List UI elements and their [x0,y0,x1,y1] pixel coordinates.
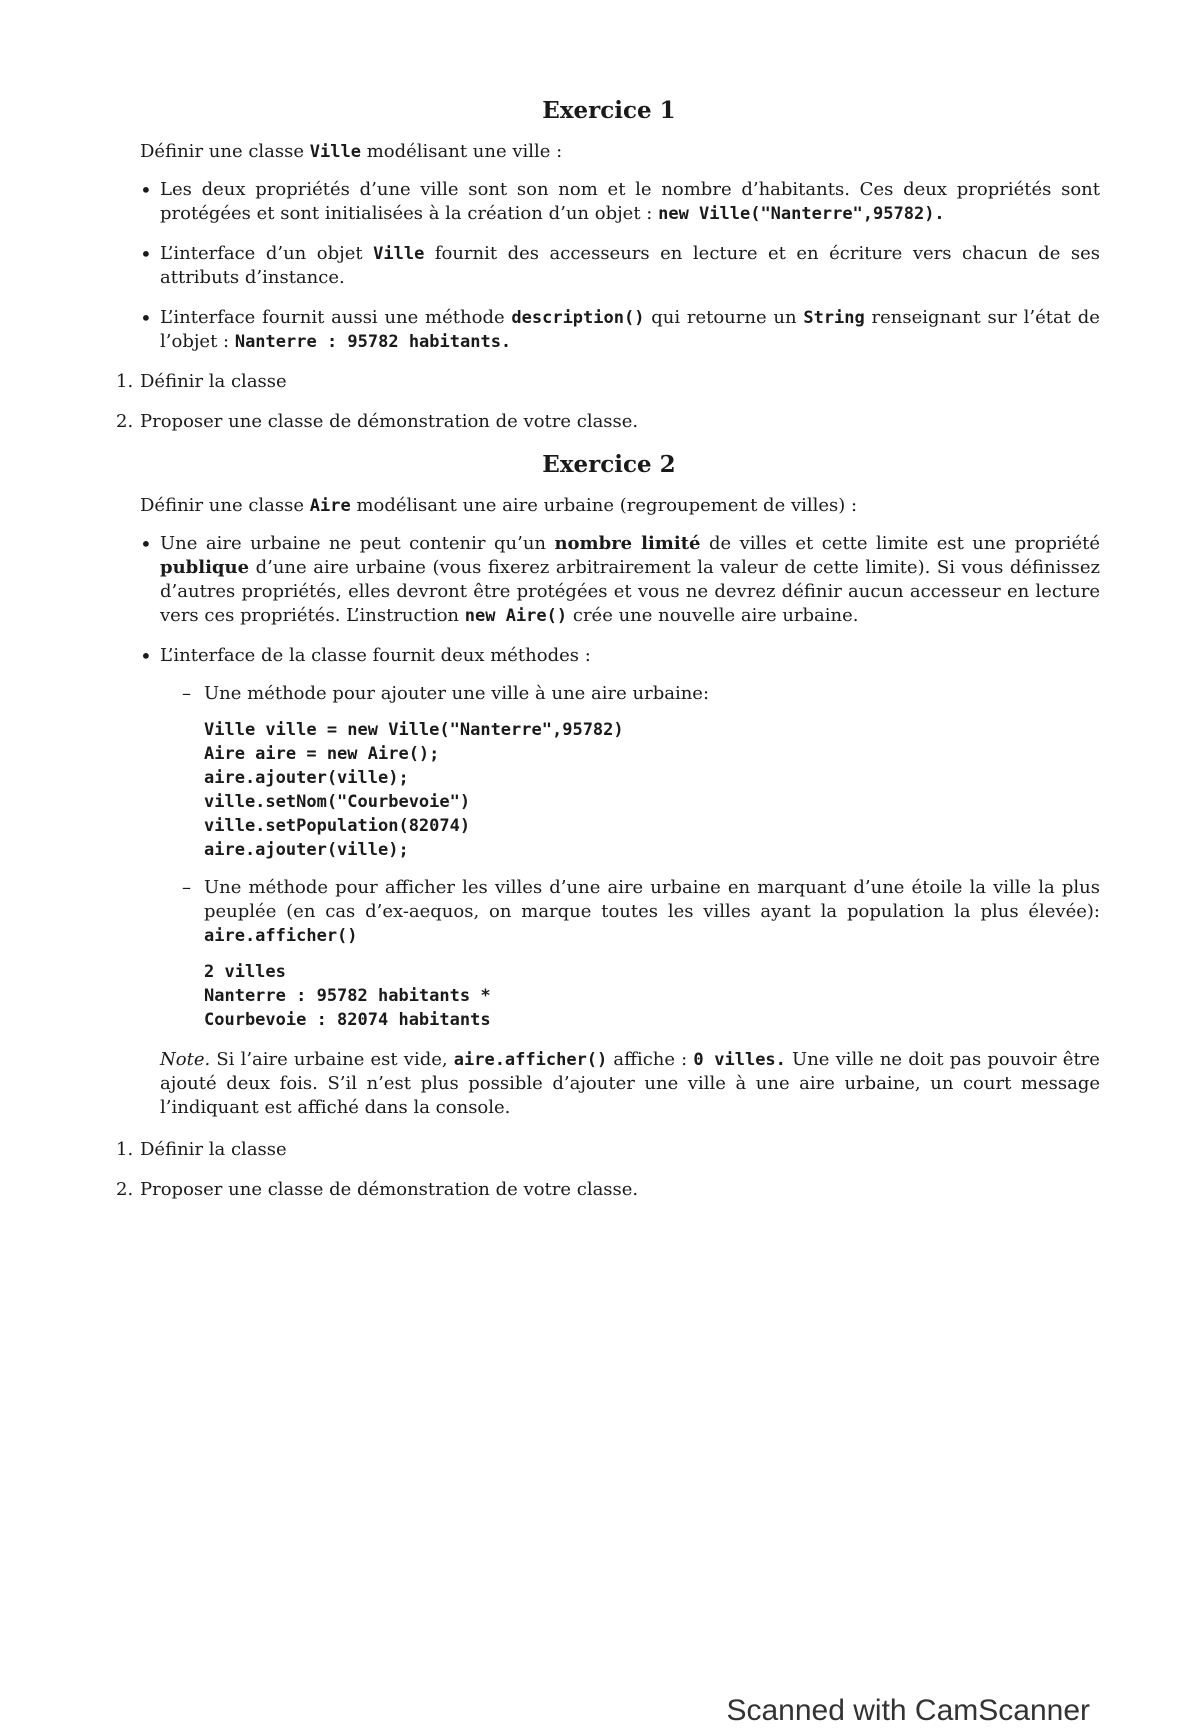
code-line: 2 villes [204,962,286,982]
question-item [118,1138,1100,1162]
bullet-text: L’interface de la classe fournit deux méthodes : [160,645,591,666]
exercise-2-section [118,450,1100,1202]
exercise-1-title: Exercice 1 [542,97,676,124]
code-line: ville.setNom("Courbevoie") [204,792,471,812]
method-item [182,876,1100,1032]
intro-text-end: modélisant une aire urbaine (regroupement de villes) : [356,495,858,516]
question-item [118,410,1100,434]
note-label: Note. [160,1049,211,1070]
bullet-text-mid: qui retourne un [651,307,797,328]
question-number: 2. [116,1179,134,1200]
bullet-item [140,306,1100,354]
class-name-code: Aire [309,496,351,516]
question-number: 1. [116,371,134,392]
exercise-2-bullets [118,532,1100,1032]
bullet-code: new Ville("Nanterre",95782). [658,204,945,224]
bullet-code: Ville [373,244,425,264]
bullet-text: Les deux propriétés d’une ville sont son nom et le nombre d’habitants. Ces deux propriétés sont protégées et sont initialisées à la création d’un objet : [160,179,1100,224]
question-text: Définir la classe [140,371,287,392]
code-line: Aire aire = new Aire(); [204,744,440,764]
bullet-code: String [803,308,865,328]
code-block-afficher [204,960,1100,1032]
bullet-item [140,532,1100,628]
code-block-ajouter [204,718,1100,862]
code-line: ville.setPopulation(82074) [204,816,471,836]
bullet-code: Nanterre : 95782 habitants. [234,332,512,352]
bullet-text-mid: de villes et cette limite est une propriété [708,533,1100,554]
method-text: Une méthode pour afficher les villes d’une aire urbaine en marquant d’une étoile la ville la plus peuplée (en cas d’ex-aequos, on marque toutes les villes ayant la population la plus élevée): [204,877,1100,922]
bullet-bold: publique [160,557,250,578]
note-text-end: Une ville ne doit pas pouvoir être ajouté deux fois. S’il n’est plus possible d’ajouter une ville à une aire urbaine, un court message l’indiquant est affiché dans la console. [160,1049,1100,1118]
class-name-code: Ville [309,142,361,162]
note-code: aire.afficher() [453,1050,608,1070]
document-content [118,96,1100,1218]
bullet-code: description() [511,308,645,328]
code-line: aire.ajouter(ville); [204,840,409,860]
bullet-text: Une aire urbaine ne peut contenir qu’un [160,533,546,554]
bullet-text-end: renseignant sur l’état de l’objet : [160,307,1100,352]
note-text-mid: affiche : [613,1049,688,1070]
bullet-text: L’interface d’un objet [160,243,363,264]
note-text: Si l’aire urbaine est vide, [216,1049,448,1070]
method-code: aire.afficher() [204,926,358,946]
method-text: Une méthode pour ajouter une ville à une aire urbaine: [204,683,710,704]
question-number: 2. [116,411,134,432]
bullet-text-tail: crée une nouvelle aire urbaine. [572,605,859,626]
question-text: Définir la classe [140,1139,287,1160]
intro-text: Définir une classe [140,141,305,162]
exercise-1-questions [118,370,1100,434]
note-code: 0 villes. [693,1050,786,1070]
question-item [118,370,1100,394]
bullet-text-end: d’une aire urbaine (vous fixerez arbitrairement la valeur de cette limite). Si vous définissez d’autres propriétés, elles devront être protégées et vous ne devrez définir aucun accesseur en lecture vers ces propriétés. L’instruction [160,557,1100,626]
method-item [182,682,1100,862]
exercise-1-intro [140,140,1100,164]
exercise-2-questions [118,1138,1100,1202]
bullet-item [140,644,1100,1032]
intro-text-end: modélisant une ville : [366,141,563,162]
code-line: aire.ajouter(ville); [204,768,409,788]
question-text: Proposer une classe de démonstration de votre classe. [140,411,639,432]
bullet-code: new Aire() [464,606,568,626]
bullet-item [140,178,1100,226]
note-paragraph [160,1048,1100,1120]
bullet-item [140,242,1100,290]
code-line: Courbevoie : 82074 habitants [204,1010,491,1030]
intro-text: Définir une classe [140,495,305,516]
question-item [118,1178,1100,1202]
code-line: Ville ville = new Ville("Nanterre",95782) [204,720,624,740]
exercise-1-bullets [118,178,1100,354]
code-line: Nanterre : 95782 habitants * [204,986,491,1006]
exercise-2-title: Exercice 2 [542,451,676,478]
methods-list [160,682,1100,1032]
bullet-text: L’interface fournit aussi une méthode [160,307,505,328]
exercise-2-intro [140,494,1100,518]
bullet-bold: nombre limité [554,533,701,554]
bullet-text-end: fournit des accesseurs en lecture et en écriture vers chacun de ses attributs d’instance. [160,243,1100,288]
question-number: 1. [116,1139,134,1160]
question-text: Proposer une classe de démonstration de votre classe. [140,1179,639,1200]
scanner-watermark: Scanned with CamScanner [726,1694,1090,1727]
